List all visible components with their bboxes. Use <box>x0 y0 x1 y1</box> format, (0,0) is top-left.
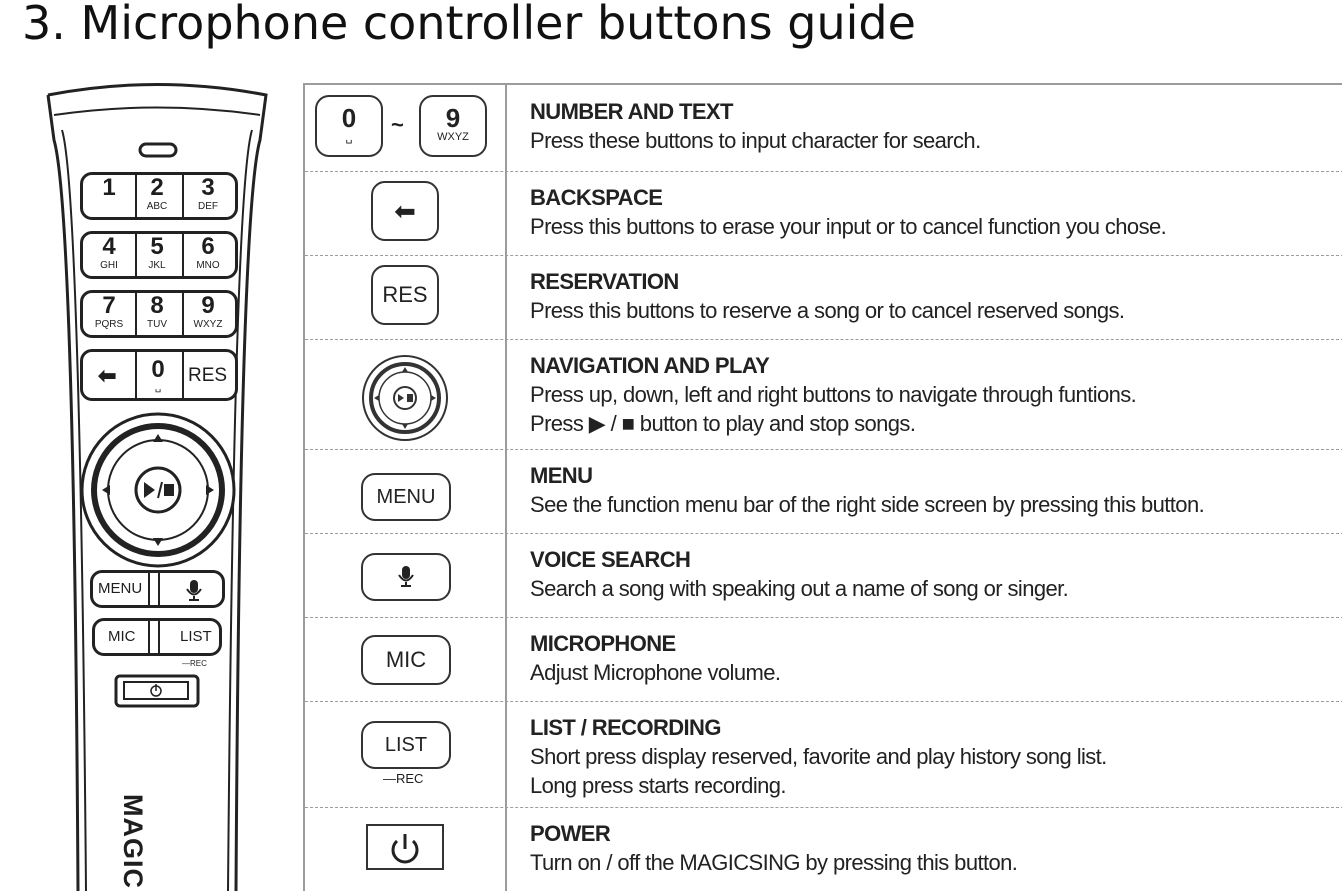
mic-key-icon: MIC <box>361 635 451 685</box>
backspace-icon: ⬅ <box>371 181 439 241</box>
page-title: 3. Microphone controller buttons guide <box>22 0 916 50</box>
range-tilde: ~ <box>391 112 404 137</box>
menu-key-icon: MENU <box>361 473 451 521</box>
remote-res-key: RES <box>188 365 228 386</box>
guide-row-text <box>530 545 1068 603</box>
guide-row-heading: POWER <box>530 821 611 846</box>
remote-brand: MAGIC <box>118 794 148 889</box>
guide-row-description: See the function menu bar of the right side screen by pressing this button. <box>530 492 1205 517</box>
guide-row <box>305 339 1342 450</box>
guide-row-text <box>530 267 1124 325</box>
remote-key-2: 3 DEF <box>198 174 218 212</box>
guide-row <box>305 171 1342 256</box>
guide-row-heading: MENU <box>530 463 593 488</box>
power-icon <box>365 823 445 871</box>
guide-row-description: Short press display reserved, favorite and play history song list. <box>530 744 1107 769</box>
guide-row-heading: VOICE SEARCH <box>530 547 691 572</box>
guide-row-heading: NAVIGATION AND PLAY <box>530 353 770 378</box>
guide-row-heading: NUMBER AND TEXT <box>530 99 733 124</box>
guide-row-description: Press this buttons to erase your input or to cancel function you chose. <box>530 214 1167 239</box>
guide-row-text <box>530 351 1136 438</box>
remote-list-key: LIST <box>180 628 212 645</box>
guide-row <box>305 617 1342 702</box>
guide-row-description: Long press starts recording. <box>530 773 786 798</box>
nav-wheel-icon <box>360 353 450 443</box>
remote-key-4: 5 JKL <box>148 233 166 271</box>
remote-key-3: 4 GHI <box>100 233 118 271</box>
remote-power-key <box>112 672 202 708</box>
remote-key-5: 6 MNO <box>196 233 220 271</box>
remote-backspace-icon: ⬅ <box>98 363 117 388</box>
remote-key-0: 1 <box>102 174 116 201</box>
guide-row-text <box>530 629 780 687</box>
key-9-icon: 9 WXYZ <box>419 95 487 157</box>
list-key-icon: LIST <box>361 721 451 769</box>
guide-row-description: Turn on / off the MAGICSING by pressing this button. <box>530 850 1018 875</box>
remote-key-0: 0 ␣ <box>151 356 165 393</box>
guide-row <box>305 449 1342 534</box>
guide-row-text <box>530 713 1107 800</box>
voice-search-icon <box>361 553 451 601</box>
guide-row-description: Press this buttons to reserve a song or to cancel reserved songs. <box>530 298 1125 323</box>
guide-row-description: Press up, down, left and right buttons to navigate through funtions. <box>530 382 1137 407</box>
guide-row <box>305 533 1342 618</box>
guide-row-heading: BACKSPACE <box>530 185 663 210</box>
guide-row <box>305 255 1342 340</box>
remote-mic-key: MIC <box>108 628 136 645</box>
guide-row <box>305 701 1342 808</box>
remote-key-7: 8 TUV <box>147 292 167 330</box>
res-key-icon: RES <box>371 265 439 325</box>
guide-row-heading: RESERVATION <box>530 269 679 294</box>
guide-row-heading: LIST / RECORDING <box>530 715 721 740</box>
guide-row-text <box>530 183 1166 241</box>
remote-menu-key: MENU <box>98 580 143 597</box>
guide-row-text <box>530 97 981 155</box>
guide-row-description: Press ▶ / ■ button to play and stop songs. <box>530 411 916 436</box>
remote-nav-wheel <box>78 410 238 570</box>
remote-mic-icon <box>184 578 204 602</box>
remote-illustration <box>40 80 275 891</box>
guide-row-description: Press these buttons to input character for search. <box>530 128 981 153</box>
guide-row-text <box>530 819 1017 877</box>
remote-key-1: 2 ABC <box>146 174 168 212</box>
guide-row-text <box>530 461 1204 519</box>
remote-key-8: 9 WXYZ <box>193 292 223 330</box>
guide-row-description: Adjust Microphone volume. <box>530 660 781 685</box>
guide-row-description: Search a song with speaking out a name of song or singer. <box>530 576 1069 601</box>
guide-row <box>305 807 1342 893</box>
key-0-icon: 0 ␣ <box>315 95 383 157</box>
remote-key-6: 7 PQRS <box>94 292 124 330</box>
rec-label: —REC <box>383 771 424 786</box>
remote-rec-label: —REC <box>182 659 207 668</box>
guide-row-heading: MICROPHONE <box>530 631 676 656</box>
button-guide-table <box>303 83 1342 891</box>
